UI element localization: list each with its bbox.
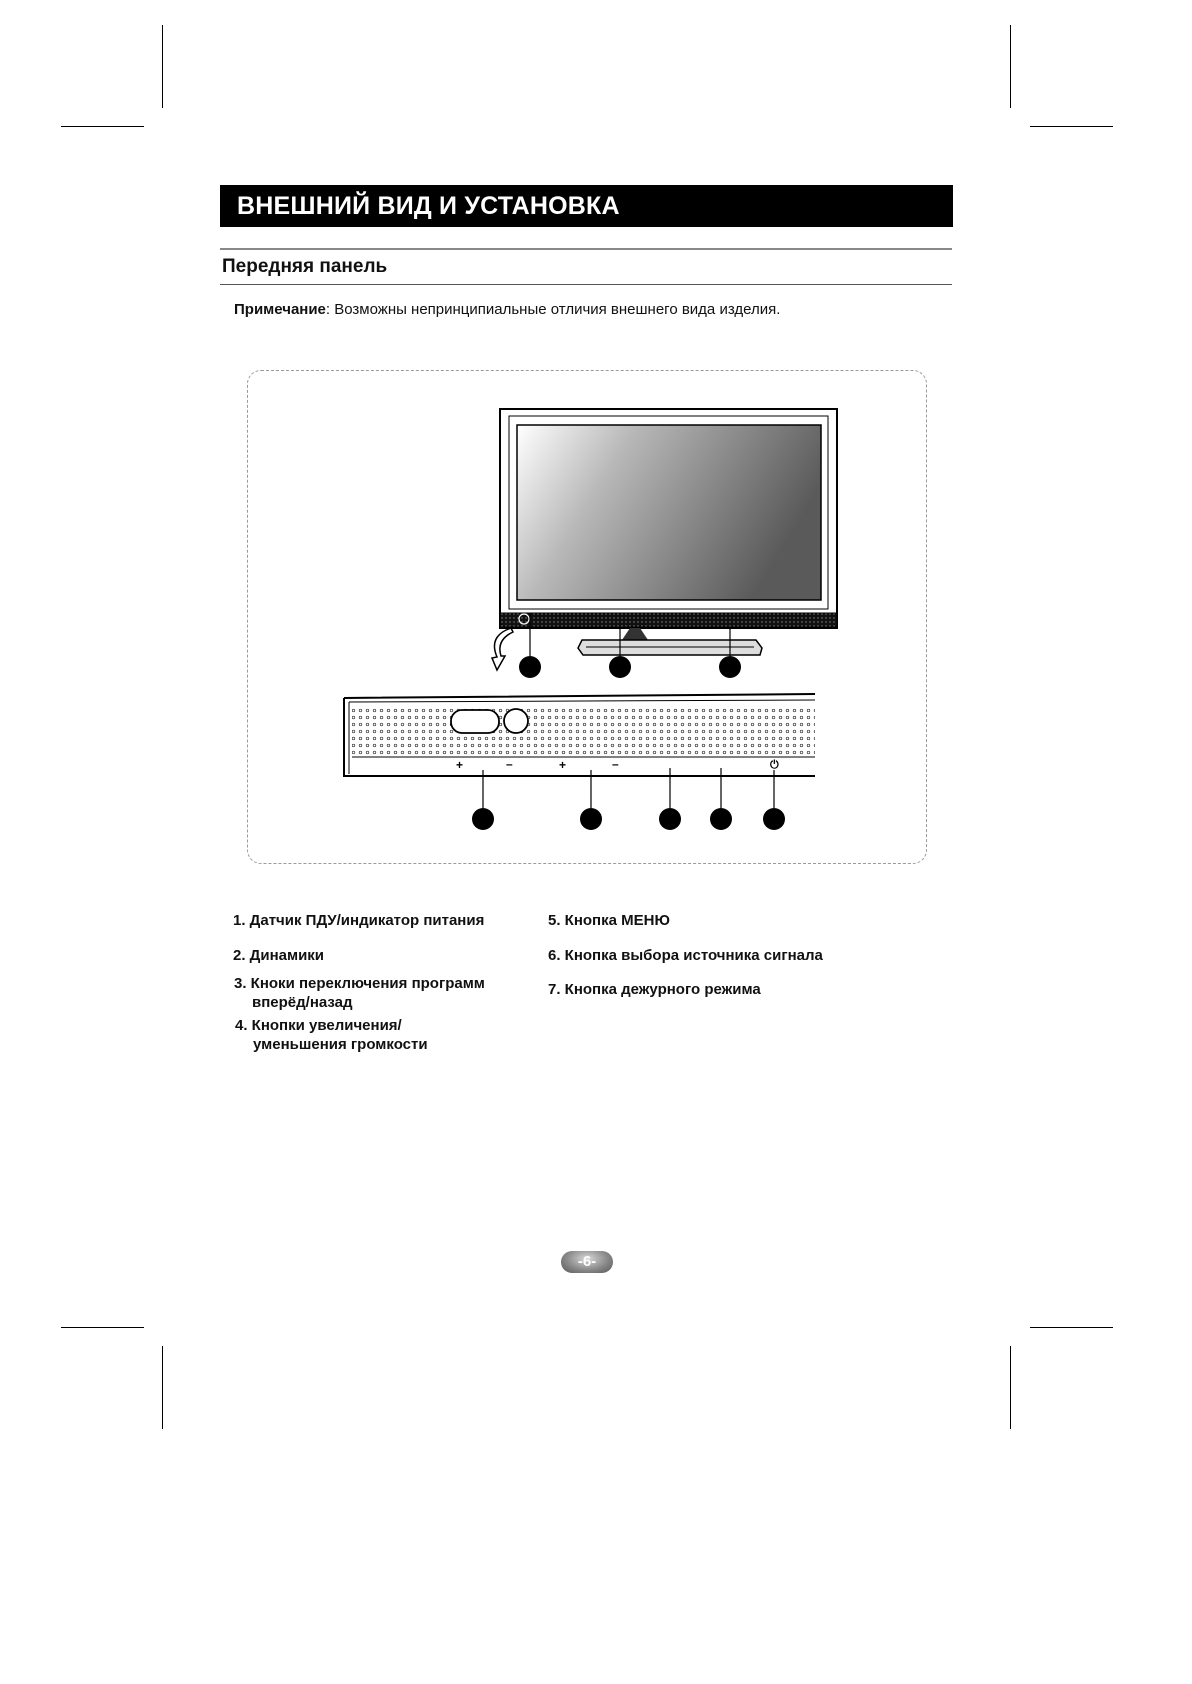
page-number: -6- (561, 1251, 613, 1273)
tv-speaker-strip (500, 613, 837, 627)
legend-item-5: 5. Кнопка МЕНЮ (548, 912, 670, 929)
legend-item-4: 4. Кнопки увеличения/ уменьшения громкости (235, 1017, 428, 1053)
note-label: Примечание (234, 301, 326, 318)
callout-dot (580, 808, 602, 830)
callout-dot (719, 656, 741, 678)
panel-label: – (612, 757, 619, 771)
page-title: ВНЕШНИЙ ВИД И УСТАНОВКА (220, 185, 953, 227)
legend-item-2: 2. Динамики (233, 947, 325, 964)
section-title: Передняя панель (222, 256, 388, 277)
panel-label: + (456, 758, 464, 772)
enlarged-front-panel (344, 694, 815, 776)
tv-set (500, 409, 837, 655)
legend-item-3: 3. Кноки переключения программ вперёд/назад (234, 975, 485, 1011)
legend-item-7: 7. Кнопка дежурного режима (548, 981, 761, 998)
panel-power-led (504, 709, 528, 733)
panel-ir-window (451, 710, 499, 733)
panel-label: – (506, 757, 513, 771)
callout-dot (710, 808, 732, 830)
callout-dot (609, 656, 631, 678)
panel-label: + (559, 758, 567, 772)
arrow-down-icon (492, 628, 513, 670)
panel-speaker-grille (352, 706, 815, 756)
tv-stand-neck (622, 628, 648, 640)
note-text: : Возможны непринципиальные отличия внешнего вида изделия. (325, 301, 781, 318)
callout-dot (763, 808, 785, 830)
legend-item-6: 6. Кнопка выбора источника сигнала (548, 947, 823, 964)
callout-dot (472, 808, 494, 830)
callout-dot (519, 656, 541, 678)
legend-item-1: 1. Датчик ПДУ/индикатор питания (233, 912, 485, 929)
power-icon: ⏻ (770, 758, 779, 771)
callout-dot (659, 808, 681, 830)
tv-screen (517, 425, 821, 600)
